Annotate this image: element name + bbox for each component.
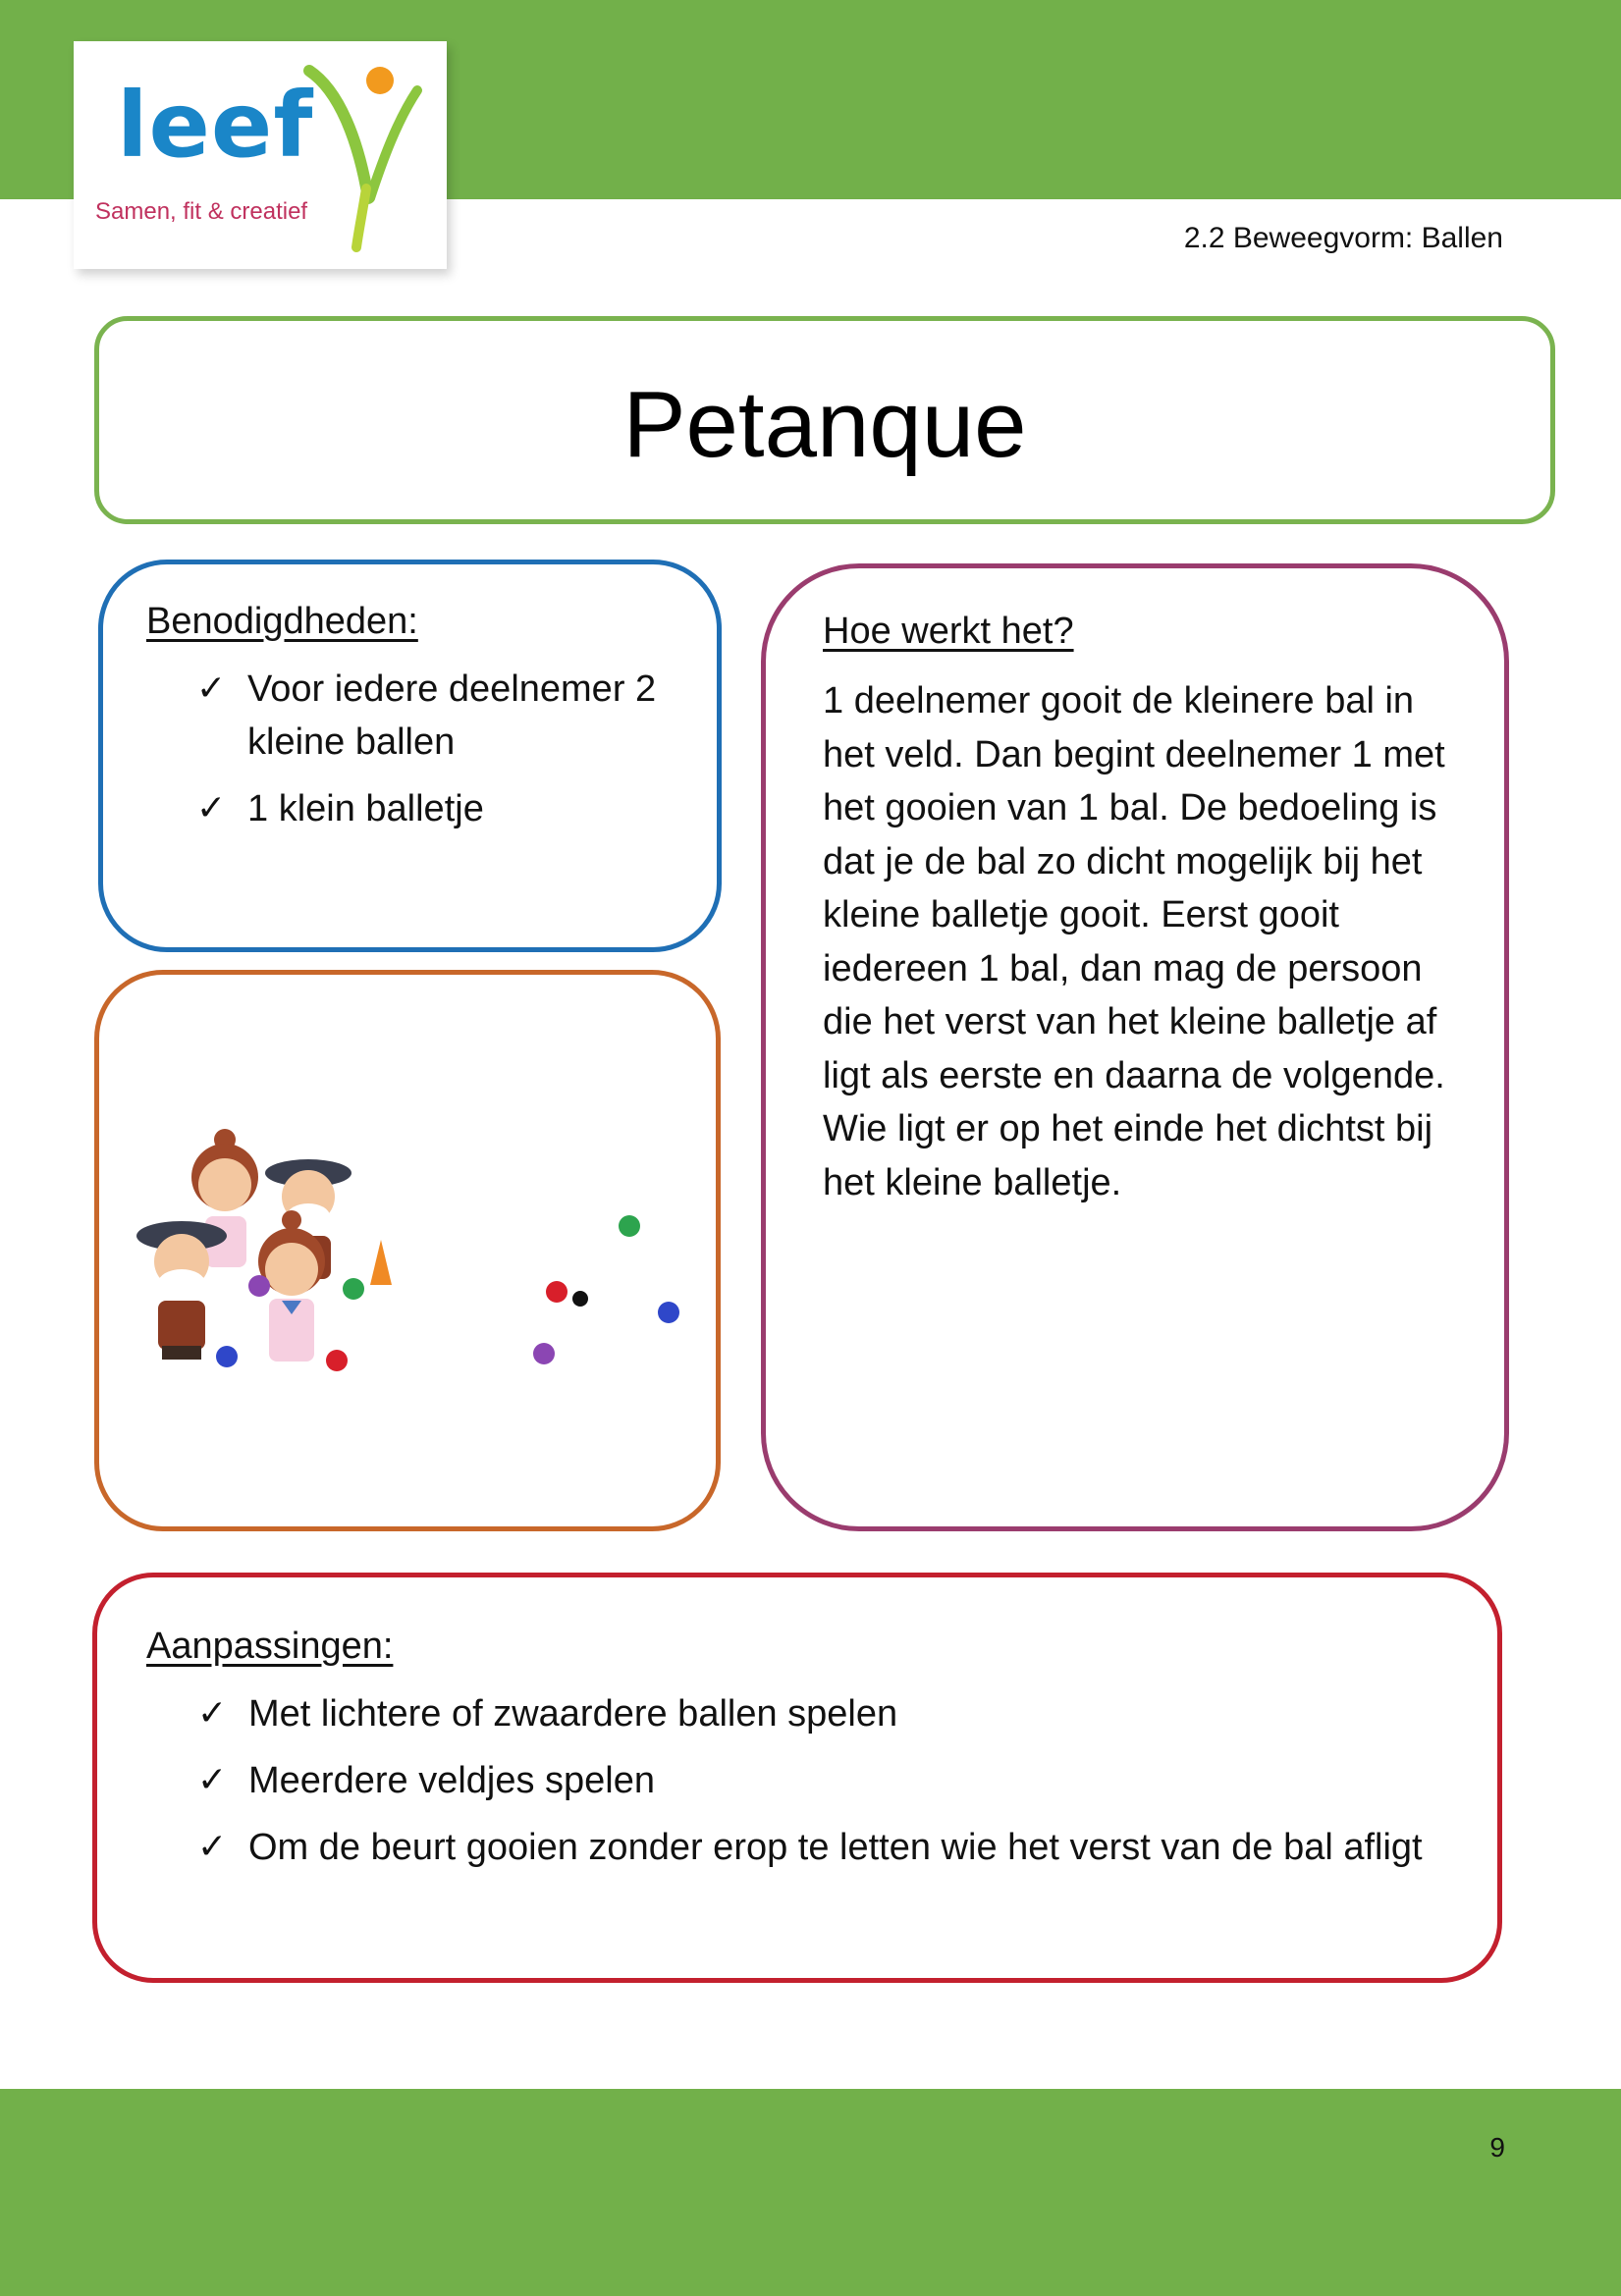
logo-wordmark: leef bbox=[117, 73, 314, 178]
benodigdheden-box bbox=[98, 560, 722, 952]
how-box bbox=[761, 563, 1509, 1531]
check-icon: ✓ bbox=[196, 668, 227, 709]
ball bbox=[343, 1278, 364, 1300]
logo-figure-icon bbox=[290, 51, 437, 257]
how-description: 1 deelnemer gooit de kleinere bal in het veld. Dan begint deelnemer 1 met het gooien van 1 bal. De bedoeling is dat je de bal zo dicht mogelijk bij het kleine balletje gooit. Eerst gooit iedereen 1 bal, dan mag de persoon die het verst van het kleine balletje af ligt als eerste en daarna de volgende. Wie ligt er op het einde het dichtst bij het kleine balletje. bbox=[823, 680, 1445, 1203]
ball bbox=[619, 1215, 640, 1237]
list-item: ✓ Om de beurt gooien zonder erop te letten wie het verst van de bal afligt bbox=[197, 1821, 1425, 1874]
list-item: ✓ 1 klein balletje bbox=[196, 782, 677, 835]
ball bbox=[533, 1343, 555, 1364]
footer-band bbox=[0, 2089, 1621, 2296]
ball bbox=[546, 1281, 567, 1303]
section-reference: 2.2 Beweegvorm: Ballen bbox=[1183, 222, 1503, 254]
aanpassingen-heading: Aanpassingen: bbox=[146, 1626, 394, 1667]
page-title: Petanque bbox=[622, 372, 1027, 477]
benodigdheden-heading: Benodigdheden: bbox=[146, 601, 418, 642]
logo-tagline: Samen, fit & creatief bbox=[95, 198, 308, 225]
title-box bbox=[94, 316, 1555, 524]
list-item: ✓ Met lichtere of zwaardere ballen spelen bbox=[197, 1687, 1425, 1740]
petanque-players-illustration bbox=[99, 975, 716, 1526]
illustration-box bbox=[94, 970, 721, 1531]
ball bbox=[658, 1302, 679, 1323]
ball bbox=[326, 1350, 348, 1371]
page-number: 9 bbox=[1489, 2132, 1505, 2163]
aanpassingen-list bbox=[197, 1687, 1425, 1888]
list-item: ✓ Voor iedere deelnemer 2 kleine ballen bbox=[196, 663, 677, 769]
ball bbox=[572, 1291, 588, 1307]
aanpassingen-box bbox=[92, 1573, 1502, 1983]
ball bbox=[248, 1275, 270, 1297]
ball bbox=[216, 1346, 238, 1367]
benodigdheden-list bbox=[196, 663, 677, 849]
list-item: ✓ Meerdere veldjes spelen bbox=[197, 1754, 1425, 1807]
check-icon: ✓ bbox=[196, 788, 227, 828]
check-icon: ✓ bbox=[197, 1760, 228, 1800]
how-heading: Hoe werkt het? bbox=[823, 611, 1074, 652]
logo bbox=[74, 41, 447, 269]
check-icon: ✓ bbox=[197, 1827, 228, 1867]
cone-icon bbox=[370, 1240, 392, 1285]
check-icon: ✓ bbox=[197, 1693, 228, 1734]
player-figure bbox=[136, 1221, 227, 1360]
